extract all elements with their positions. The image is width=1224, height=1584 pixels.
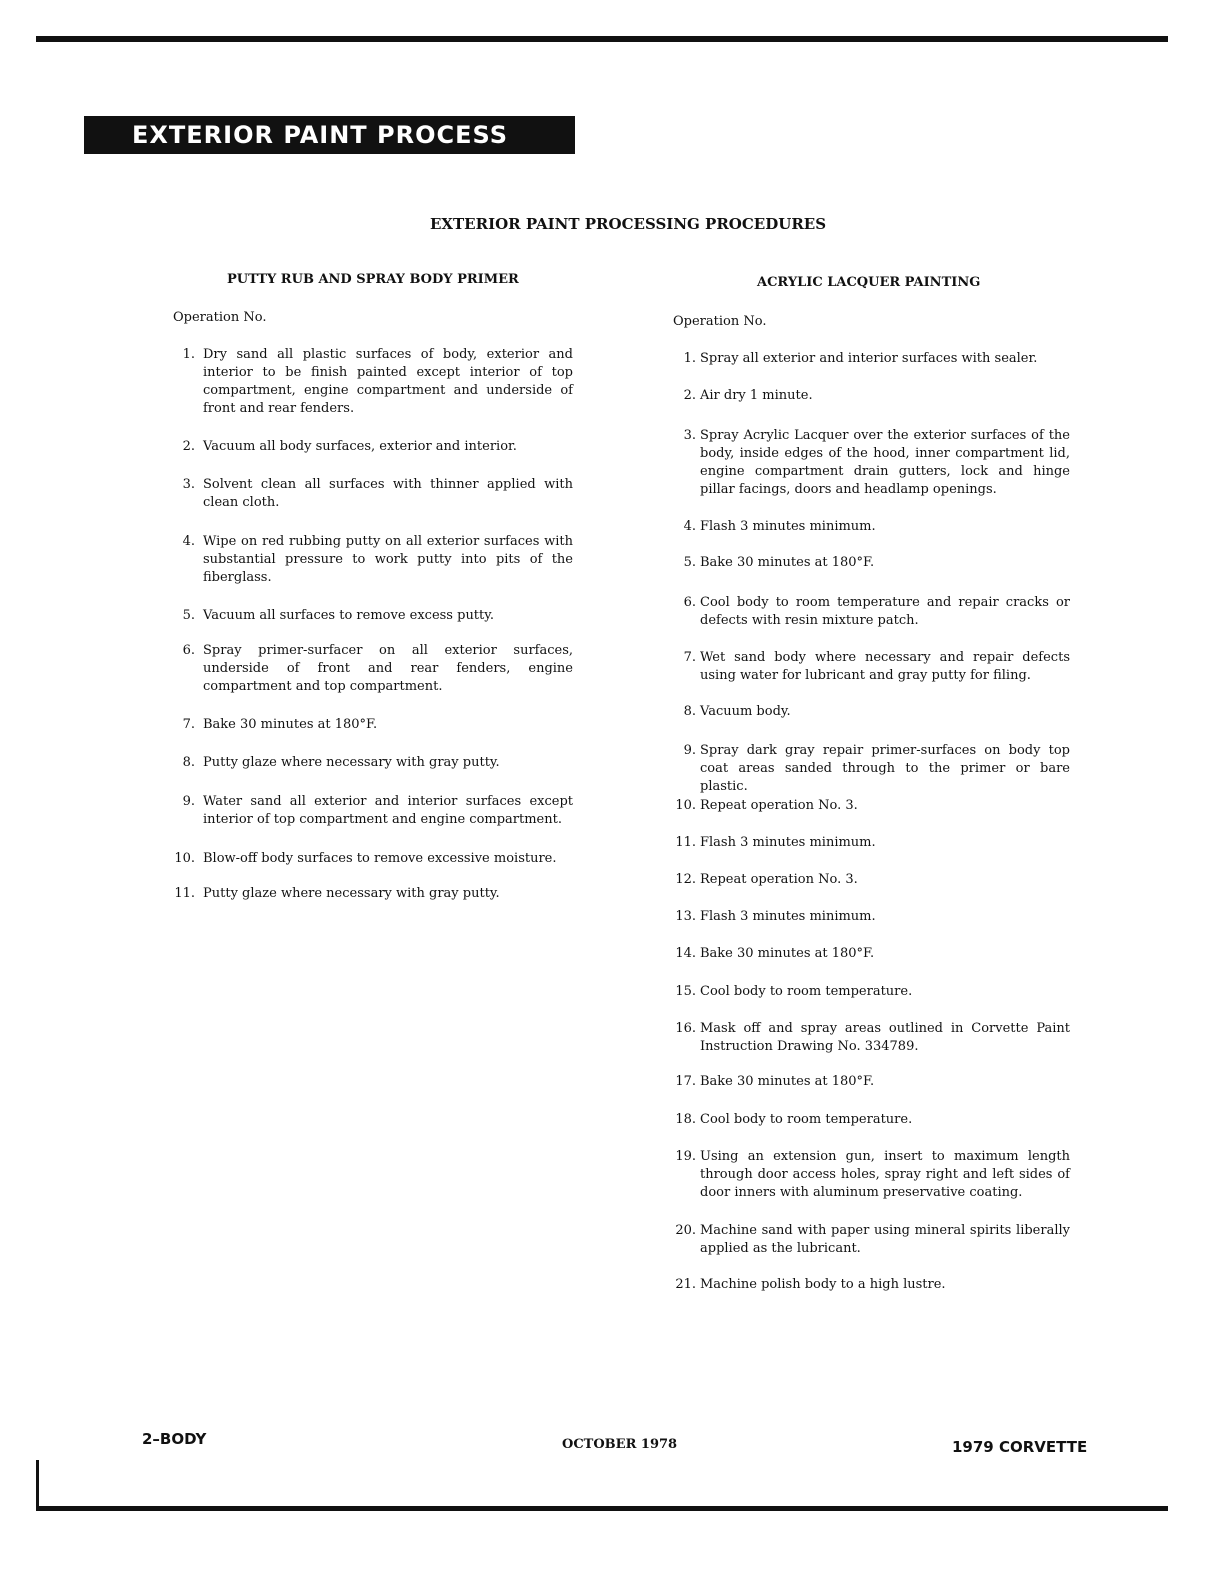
right-operation-label: Operation No. bbox=[673, 314, 767, 329]
step-text: Blow-off body surfaces to remove excessive moisture. bbox=[203, 851, 557, 866]
step-text: Machine sand with paper using mineral spirits liberally applied as the lubricant. bbox=[700, 1223, 1070, 1256]
step-text: Water sand all exterior and interior surfaces except interior of top compartment and engine compartment. bbox=[203, 794, 573, 827]
step-number: 21. bbox=[675, 1277, 696, 1292]
step-text: Vacuum body. bbox=[700, 704, 791, 719]
footer-date: OCTOBER 1978 bbox=[562, 1437, 678, 1452]
step-number: 11. bbox=[174, 886, 195, 901]
step-number: 12. bbox=[675, 872, 696, 887]
step-text: Bake 30 minutes at 180°F. bbox=[700, 946, 875, 961]
step-text: Cool body to room temperature and repair cracks or defects with resin mixture patch. bbox=[700, 595, 1070, 628]
step-number: 16. bbox=[675, 1021, 696, 1036]
step-text: Putty glaze where necessary with gray putty. bbox=[203, 886, 500, 901]
footer-page-number: 2–BODY bbox=[142, 1430, 207, 1448]
step-text: Wet sand body where necessary and repair defects using water for lubricant and gray putty for filing. bbox=[700, 650, 1070, 683]
step-number: 17. bbox=[675, 1074, 696, 1089]
step-number: 3. bbox=[182, 477, 195, 492]
step-number: 8. bbox=[182, 755, 195, 770]
step-text: Solvent clean all surfaces with thinner applied with clean cloth. bbox=[203, 477, 573, 510]
step-number: 9. bbox=[683, 743, 696, 758]
step-number: 6. bbox=[683, 595, 696, 610]
step-number: 4. bbox=[182, 534, 195, 549]
step-text: Spray Acrylic Lacquer over the exterior surfaces of the body, inside edges of the hood, inner compartment lid, engine compartment drain gutters, lock and hinge pillar facings, doors and headlamp openings. bbox=[700, 428, 1070, 497]
step-text: Machine polish body to a high lustre. bbox=[700, 1277, 946, 1292]
step-text: Vacuum all surfaces to remove excess putty. bbox=[203, 608, 495, 623]
step-text: Bake 30 minutes at 180°F. bbox=[700, 1074, 875, 1089]
step-text: Mask off and spray areas outlined in Corvette Paint Instruction Drawing No. 334789. bbox=[700, 1021, 1070, 1054]
step-number: 13. bbox=[675, 909, 696, 924]
step-text: Cool body to room temperature. bbox=[700, 984, 913, 999]
step-text: Flash 3 minutes minimum. bbox=[700, 519, 876, 534]
footer-model: 1979 CORVETTE bbox=[952, 1438, 1088, 1456]
step-number: 2. bbox=[683, 388, 696, 403]
step-text: Bake 30 minutes at 180°F. bbox=[700, 555, 875, 570]
right-column-heading: ACRYLIC LACQUER PAINTING bbox=[757, 275, 981, 290]
step-text: Repeat operation No. 3. bbox=[700, 872, 858, 887]
top-rule bbox=[36, 36, 1168, 42]
step-number: 5. bbox=[683, 555, 696, 570]
step-number: 14. bbox=[675, 946, 696, 961]
step-text: Using an extension gun, insert to maximum length through door access holes, spray right and left sides of door inners with aluminum preservative coating. bbox=[700, 1149, 1070, 1200]
step-number: 10. bbox=[174, 851, 195, 866]
step-text: Cool body to room temperature. bbox=[700, 1112, 913, 1127]
step-text: Dry sand all plastic surfaces of body, exterior and interior to be finish painted except interior of top compartment, engine compartment and underside of front and rear fenders. bbox=[203, 347, 573, 416]
step-text: Spray dark gray repair primer-surfaces on body top coat areas sanded through to the primer or bare plastic. bbox=[700, 743, 1070, 794]
step-text: Repeat operation No. 3. bbox=[700, 798, 858, 813]
step-text: Bake 30 minutes at 180°F. bbox=[203, 717, 378, 732]
step-number: 5. bbox=[182, 608, 195, 623]
section-banner-title: EXTERIOR PAINT PROCESS bbox=[132, 121, 508, 149]
step-number: 18. bbox=[675, 1112, 696, 1127]
step-text: Spray all exterior and interior surfaces with sealer. bbox=[700, 351, 1038, 366]
step-text: Wipe on red rubbing putty on all exterior surfaces with substantial pressure to work putty into pits of the fiberglass. bbox=[203, 534, 573, 585]
step-number: 2. bbox=[182, 439, 195, 454]
step-number: 7. bbox=[683, 650, 696, 665]
step-number: 9. bbox=[182, 794, 195, 809]
step-number: 11. bbox=[675, 835, 696, 850]
step-text: Spray primer-surfacer on all exterior surfaces, underside of front and rear fenders, engine compartment and top compartment. bbox=[203, 643, 573, 694]
left-operation-label: Operation No. bbox=[173, 310, 267, 325]
step-number: 3. bbox=[683, 428, 696, 443]
step-number: 20. bbox=[675, 1223, 696, 1238]
step-number: 8. bbox=[683, 704, 696, 719]
step-number: 19. bbox=[675, 1149, 696, 1164]
step-number: 10. bbox=[675, 798, 696, 813]
step-number: 1. bbox=[683, 351, 696, 366]
step-text: Air dry 1 minute. bbox=[700, 388, 813, 403]
section-banner bbox=[84, 116, 575, 154]
step-text: Putty glaze where necessary with gray putty. bbox=[203, 755, 500, 770]
step-number: 6. bbox=[182, 643, 195, 658]
left-border-rule bbox=[36, 1460, 39, 1511]
page-title: EXTERIOR PAINT PROCESSING PROCEDURES bbox=[429, 215, 827, 233]
bottom-rule bbox=[36, 1506, 1168, 1511]
step-number: 15. bbox=[675, 984, 696, 999]
step-number: 4. bbox=[683, 519, 696, 534]
step-text: Flash 3 minutes minimum. bbox=[700, 835, 876, 850]
step-number: 7. bbox=[182, 717, 195, 732]
step-text: Flash 3 minutes minimum. bbox=[700, 909, 876, 924]
left-column-heading: PUTTY RUB AND SPRAY BODY PRIMER bbox=[227, 272, 519, 287]
step-text: Vacuum all body surfaces, exterior and interior. bbox=[203, 439, 517, 454]
step-number: 1. bbox=[182, 347, 195, 362]
